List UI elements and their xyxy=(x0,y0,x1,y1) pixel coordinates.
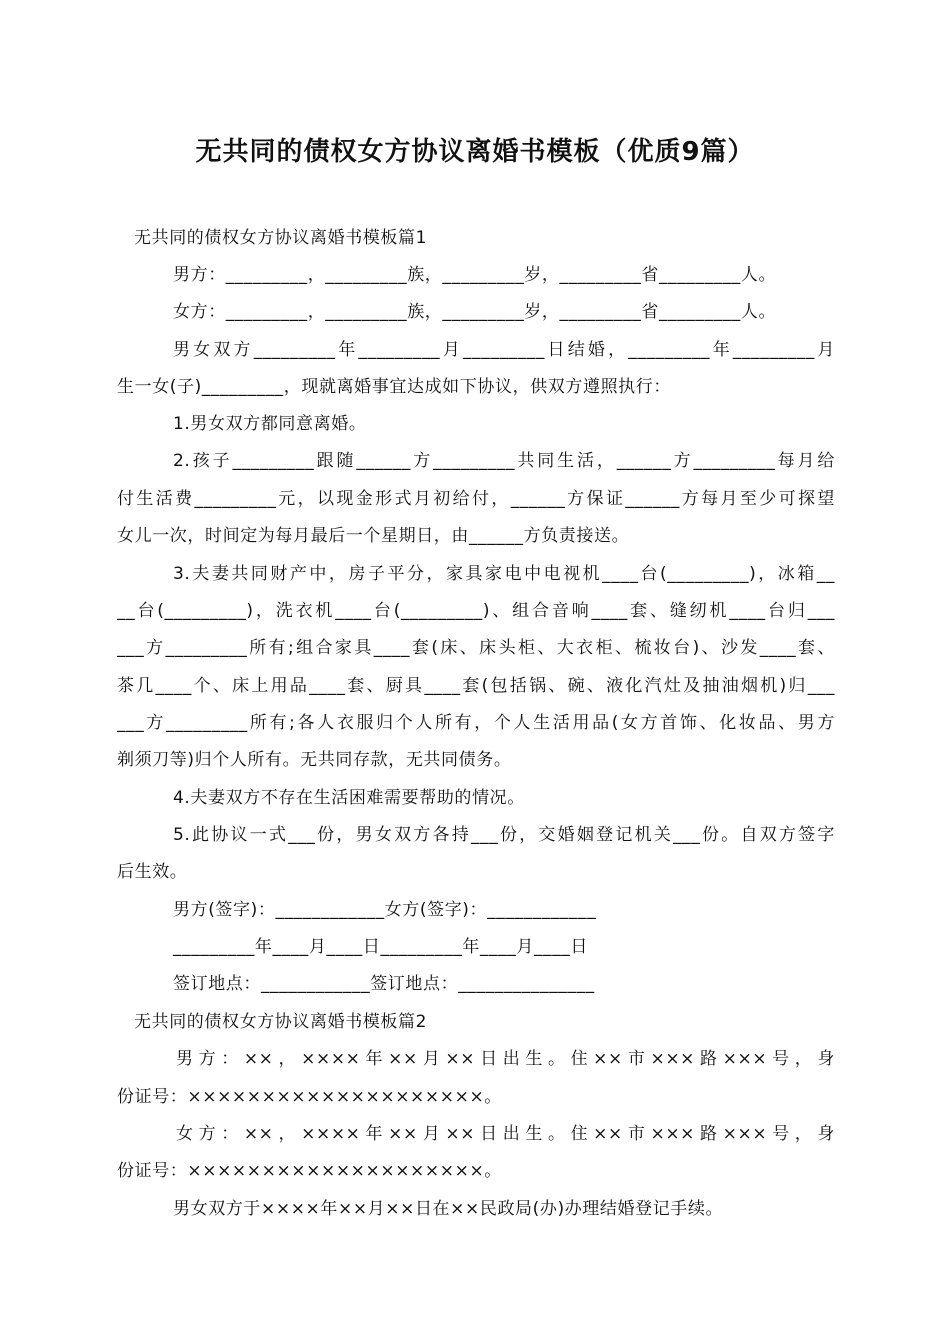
signature-line: 男方(签字)：____________女方(签字)：____________ xyxy=(173,900,597,920)
clause-line: 4.夫妻双方不存在生活困难需要帮助的情况。 xyxy=(173,788,525,808)
signing-location-line: 签订地点：____________签订地点：_______________ xyxy=(173,974,595,994)
paragraph-line: 生一女(子)_________，现就离婚事宜达成如下协议，供双方遵照执行： xyxy=(117,377,671,397)
male-party-line: 男方：××，××××年××月××日出生。住××市×××路×××号，身 xyxy=(176,1049,835,1069)
female-party-line: 女方：_________，_________族，_________岁，_________省_________人。 xyxy=(173,302,777,322)
paragraph-line: 男女双方_________年_________月_________日结婚，_________年_________月 xyxy=(173,340,835,360)
paragraph-line: 剃须刀等)归个人所有。无共同存款，无共同债务。 xyxy=(117,750,512,770)
clause-line: 1.男女双方都同意离婚。 xyxy=(173,414,367,434)
date-line: _________年____月____日_________年____月____日 xyxy=(173,937,588,957)
paragraph-line: 份证号：××××××××××××××××××××。 xyxy=(117,1087,502,1107)
clause-line: 5.此协议一式___份，男女双方各持___份，交婚姻登记机关___份。自双方签字 xyxy=(173,825,835,845)
paragraph-line: __台(_________)，洗衣机____台(_________)、组合音响____套、缝纫机____台归___ xyxy=(117,601,835,621)
paragraph-line: 女儿一次，时间定为每月最后一个星期日，由______方负责接送。 xyxy=(117,526,630,546)
clause-line: 2.孩子_________跟随______方_________共同生活，______方_________每月给 xyxy=(173,451,835,471)
female-party-line: 女方：××，××××年××月××日出生。住××市×××路×××号，身 xyxy=(176,1124,835,1144)
paragraph-line: ___方_________所有;组合家具____套(床、床头柜、大衣柜、梳妆台)、沙发____套、 xyxy=(117,638,835,658)
paragraph-line: 男女双方于××××年××月××日在××民政局(办)办理结婚登记手续。 xyxy=(173,1199,724,1219)
section-heading: 无共同的债权女方协议离婚书模板篇2 xyxy=(134,1012,428,1032)
paragraph-line: ___方_________所有;各人衣服归个人所有，个人生活用品(女方首饰、化妆品、男方 xyxy=(117,713,835,733)
paragraph-line: 付生活费_________元，以现金形式月初给付，______方保证______方每月至少可探望 xyxy=(117,489,835,509)
paragraph-line: 后生效。 xyxy=(117,862,188,882)
paragraph-line: 茶几____个、床上用品____套、厨具____套(包括锅、碗、液化汽灶及抽油烟机)归___ xyxy=(117,676,835,696)
paragraph-line: 份证号：××××××××××××××××××××。 xyxy=(117,1161,502,1181)
document-title: 无共同的债权女方协议离婚书模板（优质9篇） xyxy=(195,137,755,167)
section-heading: 无共同的债权女方协议离婚书模板篇1 xyxy=(134,228,428,248)
clause-line: 3.夫妻共同财产中，房子平分，家具家电中电视机____台(_________)，冰箱__ xyxy=(173,564,835,584)
male-party-line: 男方：_________，_________族，_________岁，_________省_________人。 xyxy=(173,265,777,285)
